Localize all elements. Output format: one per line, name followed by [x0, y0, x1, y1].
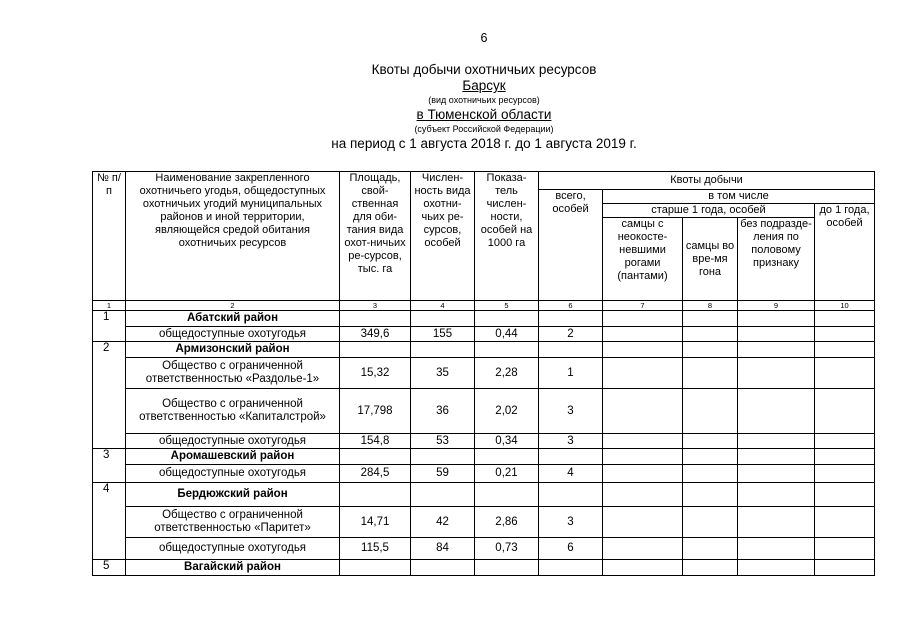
colnum-cell: 1 — [93, 301, 126, 311]
hunting-ground-name: Общество с ограниченной ответственностью «Паритет» — [126, 507, 340, 538]
header-col-total: всего, особей — [539, 190, 603, 301]
area-value: 284,5 — [340, 465, 411, 483]
index-value: 0,44 — [475, 327, 539, 342]
colnum-cell: 7 — [603, 301, 683, 311]
header-col-area: Площадь, свой-ственная для оби-тания вида охот-ничьих ре-сурсов, тыс. га — [340, 172, 411, 301]
total-quota-value: 4 — [539, 465, 603, 483]
header-over-one-year: старше 1 года, особей — [603, 204, 815, 218]
table-row — [93, 389, 875, 434]
header-col-under-one-year: до 1 года, особей — [815, 204, 875, 301]
district-name: Абатский район — [126, 311, 340, 327]
total-quota-value: 3 — [539, 434, 603, 449]
header-including: в том числе — [603, 190, 875, 204]
area-value: 349,6 — [340, 327, 411, 342]
header-quota: Квоты добычи — [539, 172, 875, 190]
table-row — [93, 483, 875, 507]
count-value: 36 — [411, 389, 475, 434]
table-row — [93, 434, 875, 449]
header-col-name: Наименование закрепленного охотничьего угодья, общедоступных охотничьих угодий муниципальных районов и иной территории, являющейся средой обитания охотничьих ресурсов — [126, 172, 340, 301]
colnum-cell: 10 — [815, 301, 875, 311]
total-quota-value: 1 — [539, 358, 603, 389]
count-value: 59 — [411, 465, 475, 483]
table-row — [93, 311, 875, 327]
hunting-ground-name: общедоступные охотугодья — [126, 465, 340, 483]
row-number: 3 — [93, 449, 126, 483]
colnum-cell: 8 — [683, 301, 738, 311]
row-number: 4 — [93, 483, 126, 560]
header-col-number: № п/п — [93, 172, 126, 301]
count-value: 84 — [411, 538, 475, 560]
header-col-no-sex-division: без подразде-ления по половому признаку — [738, 218, 815, 301]
region-caption: (субъект Российской Федерации) — [414, 124, 554, 134]
total-quota-value: 6 — [539, 538, 603, 560]
index-value: 2,86 — [475, 507, 539, 538]
species-name: Барсук — [462, 78, 506, 93]
index-value: 2,02 — [475, 389, 539, 434]
table-row — [93, 358, 875, 389]
region-name: в Тюменской области — [416, 107, 552, 122]
row-number: 5 — [93, 560, 126, 576]
page-number: 6 — [480, 31, 488, 45]
table-row — [93, 327, 875, 342]
header-col-males-rut: самцы во вре-мя гона — [683, 218, 738, 301]
count-value: 35 — [411, 358, 475, 389]
species-caption: (вид охотничьих ресурсов) — [428, 95, 540, 105]
row-number: 2 — [93, 342, 126, 449]
total-quota-value: 2 — [539, 327, 603, 342]
district-name: Вагайский район — [126, 560, 340, 576]
district-name: Армизонский район — [126, 342, 340, 358]
count-value: 155 — [411, 327, 475, 342]
hunting-ground-name: общедоступные охотугодья — [126, 538, 340, 560]
table-row — [93, 465, 875, 483]
colnum-cell: 3 — [340, 301, 411, 311]
hunting-ground-name: общедоступные охотугодья — [126, 434, 340, 449]
count-value: 53 — [411, 434, 475, 449]
district-name: Бердюжский район — [126, 483, 340, 507]
row-number: 1 — [93, 311, 126, 342]
index-value: 0,34 — [475, 434, 539, 449]
table-row — [93, 342, 875, 358]
count-value: 42 — [411, 507, 475, 538]
header-col-count: Числен-ность вида охотни-чьих ре-сурсов, особей — [411, 172, 475, 301]
document-title: Квоты добычи охотничьих ресурсов — [371, 62, 597, 77]
area-value: 14,71 — [340, 507, 411, 538]
hunting-ground-name: Общество с ограниченной ответственностью «Капиталстрой» — [126, 389, 340, 434]
column-number-row — [93, 301, 875, 311]
colnum-cell: 6 — [539, 301, 603, 311]
index-value: 0,73 — [475, 538, 539, 560]
header-col-males-antlers: самцы с неокосте-невшими рогами (пантами) — [603, 218, 683, 301]
area-value: 15,32 — [340, 358, 411, 389]
colnum-cell: 9 — [738, 301, 815, 311]
index-value: 2,28 — [475, 358, 539, 389]
colnum-cell: 2 — [126, 301, 340, 311]
table-row — [93, 560, 875, 576]
period-line: на период с 1 августа 2018 г. до 1 августа 2019 г. — [331, 136, 637, 151]
table-row — [93, 507, 875, 538]
area-value: 17,798 — [340, 389, 411, 434]
colnum-cell: 5 — [475, 301, 539, 311]
district-name: Аромашевский район — [126, 449, 340, 465]
table-row — [93, 449, 875, 465]
quota-table — [92, 171, 875, 576]
total-quota-value: 3 — [539, 507, 603, 538]
header-col-index: Показа-тель числен-ности, особей на 1000 га — [475, 172, 539, 301]
index-value: 0,21 — [475, 465, 539, 483]
area-value: 154,8 — [340, 434, 411, 449]
total-quota-value: 3 — [539, 389, 603, 434]
hunting-ground-name: Общество с ограниченной ответственностью «Раздолье-1» — [126, 358, 340, 389]
colnum-cell: 4 — [411, 301, 475, 311]
hunting-ground-name: общедоступные охотугодья — [126, 327, 340, 342]
area-value: 115,5 — [340, 538, 411, 560]
table-row — [93, 538, 875, 560]
